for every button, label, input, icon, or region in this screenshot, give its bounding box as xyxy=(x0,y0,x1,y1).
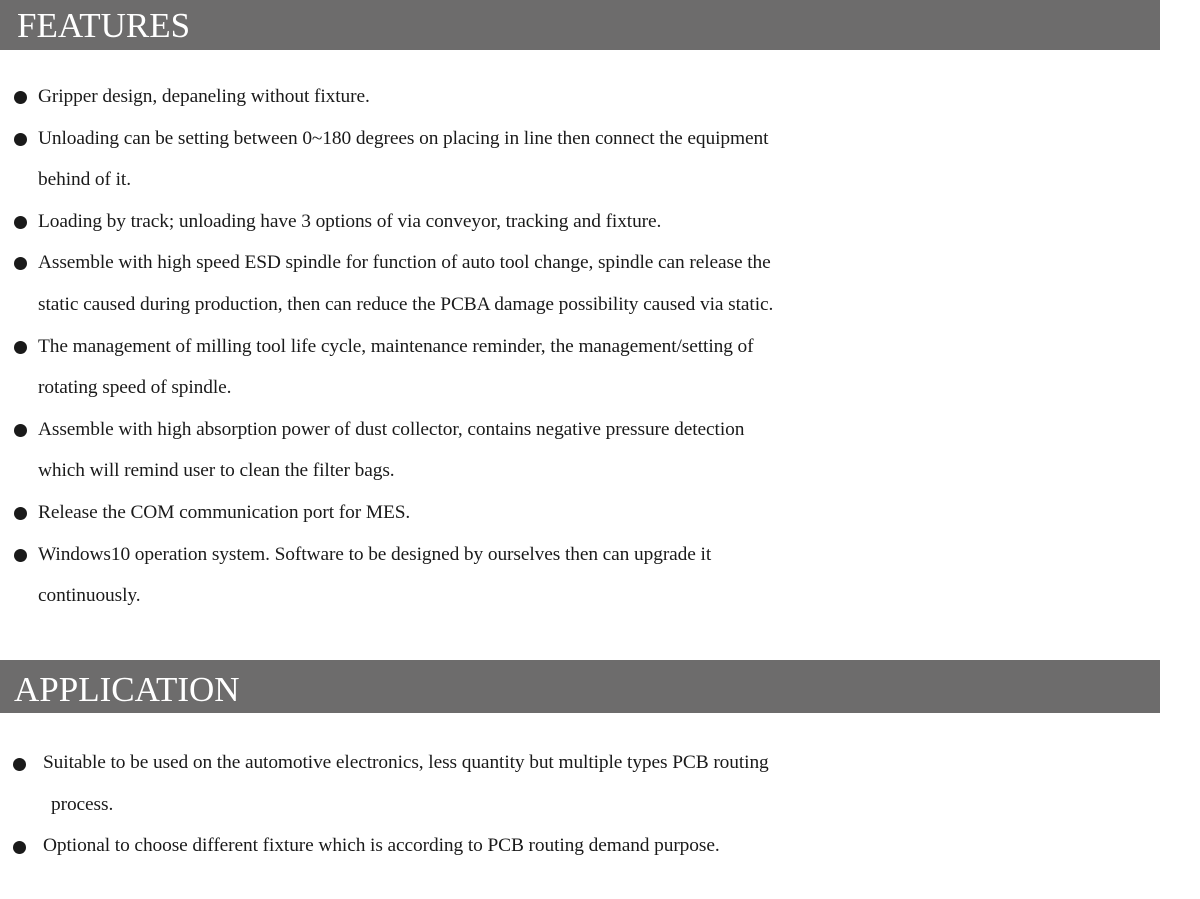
application-item xyxy=(0,742,1200,825)
application-text-line: Suitable to be used on the automotive electronics, less quantity but multiple types PCB routing xyxy=(43,752,769,773)
bullet-icon xyxy=(14,549,27,562)
bullet-icon xyxy=(14,216,27,229)
application-section-header xyxy=(0,660,1160,713)
bullet-icon xyxy=(14,133,27,146)
features-list xyxy=(0,76,1200,617)
feature-text-line: rotating speed of spindle. xyxy=(38,377,232,399)
feature-text-line: Assemble with high absorption power of dust collector, contains negative pressure detection xyxy=(38,418,745,440)
feature-text-line: Windows10 operation system. Software to be designed by ourselves then can upgrade it xyxy=(38,543,712,565)
feature-item xyxy=(0,326,1200,409)
bullet-icon xyxy=(14,91,27,104)
bullet-icon xyxy=(14,424,27,437)
feature-text-line: Loading by track; unloading have 3 options of via conveyor, tracking and fixture. xyxy=(38,210,662,232)
feature-text-line: static caused during production, then can reduce the PCBA damage possibility caused via static. xyxy=(38,293,774,315)
feature-text-line: Unloading can be setting between 0~180 degrees on placing in line then connect the equipment xyxy=(38,127,769,149)
feature-text-line: Gripper design, depaneling without fixture. xyxy=(38,86,370,107)
features-title: FEATURES xyxy=(17,6,191,45)
feature-text-line: Release the COM communication port for MES. xyxy=(38,501,411,523)
application-text-line: process. xyxy=(51,793,114,815)
features-section-header xyxy=(0,0,1160,50)
feature-item xyxy=(0,534,1200,617)
bullet-icon xyxy=(14,507,27,520)
bullet-icon xyxy=(13,758,26,771)
feature-text-line: behind of it. xyxy=(38,169,131,191)
feature-text-line: Assemble with high speed ESD spindle for function of auto tool change, spindle can release the xyxy=(38,252,771,274)
bullet-icon xyxy=(14,341,27,354)
application-title: APPLICATION xyxy=(14,670,240,709)
feature-item xyxy=(0,118,1200,201)
application-text-line: Optional to choose different fixture which is according to PCB routing demand purpose. xyxy=(43,835,720,857)
feature-text-line: The management of milling tool life cycle, maintenance reminder, the management/setting of xyxy=(38,335,754,357)
feature-item xyxy=(0,76,1200,118)
feature-text-line: which will remind user to clean the filter bags. xyxy=(38,460,395,482)
application-item xyxy=(0,825,1200,867)
feature-item xyxy=(0,242,1200,325)
application-list xyxy=(0,742,1200,867)
feature-item xyxy=(0,409,1200,492)
feature-item xyxy=(0,201,1200,243)
feature-text-line: continuously. xyxy=(38,585,141,607)
feature-item xyxy=(0,492,1200,534)
